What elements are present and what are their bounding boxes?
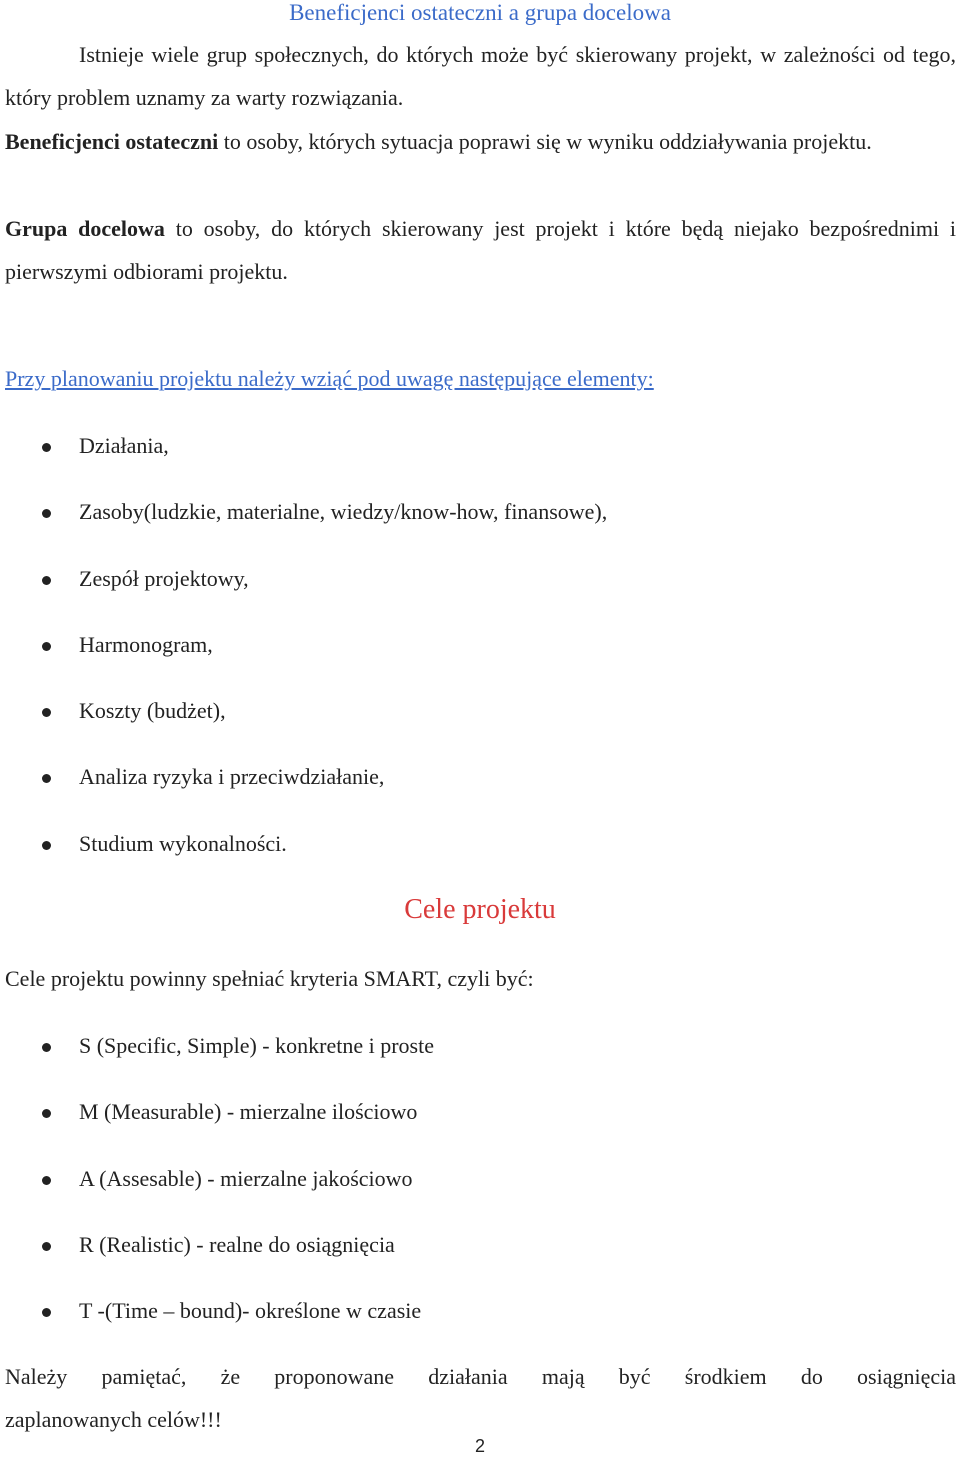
planning-elements-header: Przy planowaniu projektu należy wziąć pod uwagę następujące elementy: <box>5 366 654 391</box>
list-item <box>0 431 960 497</box>
bullet-icon <box>42 1176 51 1185</box>
list-item-text: Analiza ryzyka i przeciwdziałanie, <box>79 764 385 790</box>
planning-elements-list <box>0 431 960 895</box>
list-item <box>0 630 960 696</box>
list-item-text: Działania, <box>79 433 169 458</box>
page-number: 2 <box>474 1436 485 1456</box>
bullet-icon <box>42 774 51 783</box>
definition-text-target-group: to osoby, do których skierowany jest projekt i które będą niejako bezpośrednimi i pierwszymi odbiorami projektu. <box>5 216 956 284</box>
bullet-icon <box>42 841 51 850</box>
list-item-text: Harmonogram, <box>79 631 213 657</box>
list-item-text: M (Measurable) - mierzalne ilościowo <box>79 1099 418 1125</box>
list-item <box>0 497 960 563</box>
bullet-icon <box>42 576 51 585</box>
smart-criteria-list <box>0 1031 960 1362</box>
definition-text-final-beneficiaries: to osoby, których sytuacja poprawi się w wyniku oddziaływania projektu. <box>218 129 872 154</box>
list-item <box>0 564 960 630</box>
list-item-text: R (Realistic) - realne do osiągnięcia <box>79 1231 395 1257</box>
smart-intro: Cele projektu powinny spełniać kryteria SMART, czyli być: <box>5 966 534 991</box>
bullet-icon <box>42 642 51 651</box>
list-item-text: A (Assesable) - mierzalne jakościowo <box>79 1165 413 1191</box>
list-item <box>0 696 960 762</box>
list-item <box>0 829 960 895</box>
closing-line-2: zaplanowanych celów!!! <box>5 1407 222 1432</box>
bullet-icon <box>42 1043 51 1052</box>
section-title-project-goals: Cele projektu <box>404 894 556 925</box>
list-item <box>0 762 960 828</box>
bullet-icon <box>42 1109 51 1118</box>
list-item-text: Zasoby(ludzkie, materialne, wiedzy/know-how, finansowe), <box>79 499 608 525</box>
list-item <box>0 1097 960 1163</box>
list-item <box>0 1031 960 1097</box>
term-final-beneficiaries: Beneficjenci ostateczni <box>5 129 219 154</box>
closing-line-1: Należy pamiętać, że proponowane działania mają być środkiem do osiągnięcia <box>5 1364 956 1389</box>
bullet-icon <box>42 443 51 452</box>
list-item-text: Zespół projektowy, <box>79 565 249 591</box>
list-item <box>0 1164 960 1230</box>
definition-final-beneficiaries <box>5 120 956 163</box>
intro-paragraph: Istnieje wiele grup społecznych, do których może być skierowany projekt, w zależności od tego, który problem uznamy za warty rozwiązania. <box>5 42 956 110</box>
closing-paragraph <box>5 1355 956 1441</box>
bullet-icon <box>42 1242 51 1251</box>
list-item-text: S (Specific, Simple) - konkretne i proste <box>79 1033 434 1058</box>
bullet-icon <box>42 708 51 717</box>
term-target-group: Grupa docelowa <box>5 216 165 241</box>
list-item-text: Koszty (budżet), <box>79 698 226 724</box>
section-title-beneficiaries: Beneficjenci ostateczni a grupa docelowa <box>289 0 671 25</box>
list-item-text: T -(Time – bound)- określone w czasie <box>79 1298 422 1324</box>
definition-target-group <box>5 207 956 293</box>
list-item <box>0 1296 960 1362</box>
bullet-icon <box>42 1308 51 1317</box>
bullet-icon <box>42 509 51 518</box>
list-item-text: Studium wykonalności. <box>79 830 287 856</box>
list-item <box>0 1230 960 1296</box>
